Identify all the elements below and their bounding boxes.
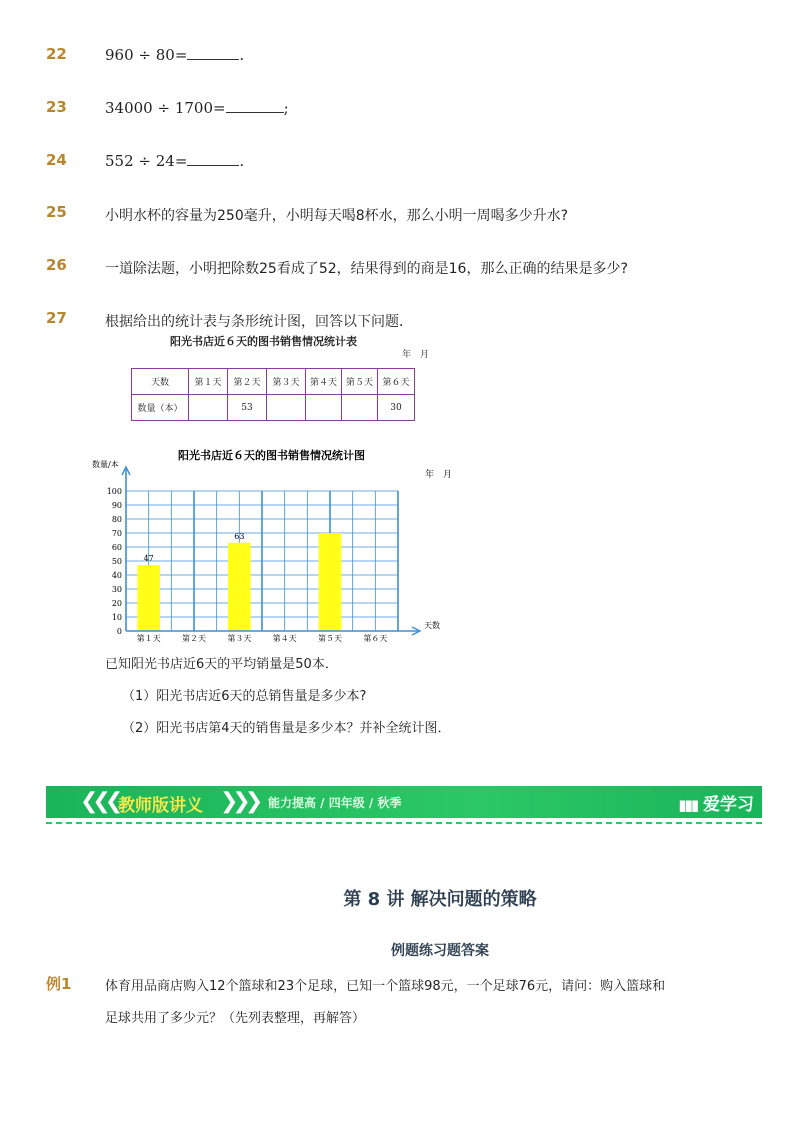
y-tick-label: 30 [111,585,122,594]
double-chevron-left-icon: ❮❮❮ [80,789,118,814]
y-tick-label: 0 [116,627,122,636]
bar-chart [90,445,450,650]
table-cell: 第３天 [267,369,306,395]
answer-blank[interactable] [226,100,284,113]
brand-logo [678,790,754,815]
y-tick-label: 40 [111,571,122,580]
question-expression: 34000 ÷ 1700= [105,99,226,117]
brand-logo-text: 爱学习 [703,795,754,815]
chart-title: 阳光书店近６天的图书销售情况统计图 [178,449,365,462]
x-tick-label: 第６天 [363,634,388,643]
banner-title: 教师版讲义 [118,796,203,816]
x-tick-label: 第２天 [182,634,206,643]
y-tick-label: 80 [111,515,122,524]
known-condition: 已知阳光书店近6天的平均销量是50本． [105,657,338,672]
question-expression: 960 ÷ 80= [105,46,188,64]
x-tick-label: 第４天 [272,634,297,643]
table-cell[interactable] [189,395,228,421]
question-text [105,152,244,170]
x-axis-label: 天数 [424,621,440,630]
bar [319,533,342,631]
example-label: 例1 [46,975,72,993]
bar [137,565,160,631]
question-tail: ; [283,99,289,117]
question-number: 24 [46,151,67,169]
y-tick-label: 50 [111,557,122,566]
question-tail: . [239,46,245,64]
example-text-line: 体育用品商店购入12个篮球和23个足球，已知一个篮球98元，一个足球76元，请问：购入篮球和 [105,979,666,994]
bar-chart-svg [90,445,450,650]
question-text [105,46,244,64]
y-tick-label: 90 [111,501,122,510]
y-tick-label: 70 [111,529,122,538]
y-tick-label: 60 [111,543,122,552]
table-cell: 第２天 [228,369,267,395]
question-number: 26 [46,256,67,274]
x-tick-label: 第３天 [227,634,252,643]
question-text: 小明水杯的容量为250毫升，小明每天喝8杯水，那么小明一周喝多少升水? [105,208,569,224]
table-cell: 第５天 [342,369,378,395]
divider [46,822,762,824]
table-cell: 数量（本） [132,395,189,421]
table-row [132,395,415,421]
data-label: 47 [143,554,154,564]
double-chevron-right-icon: ❯❯❯ [220,789,258,814]
table-cell[interactable] [342,395,378,421]
answers-title: 例题练习题答案 [391,943,489,959]
table-cell[interactable] [306,395,342,421]
stat-table [131,368,415,421]
question-expression: 552 ÷ 24= [105,152,188,170]
y-axis-label: 数量/本 [92,460,119,469]
y-tick-label: 10 [111,613,122,622]
question-number: 27 [46,309,67,327]
sub-question-2: （2）阳光书店第4天的销售量是多少本？并补全统计图． [122,721,451,736]
table-header-row [132,369,415,395]
table-cell: 30 [378,395,415,421]
question-text [105,99,289,117]
x-tick-label: 第１天 [136,634,161,643]
teacher-edition-banner [46,786,762,818]
question-tail: . [239,152,245,170]
x-tick-label: 第５天 [318,634,342,643]
breadcrumb: 能力提高 / 四年级 / 秋季 [268,796,402,810]
chart-year-month: 年 月 [425,470,450,480]
question-number: 22 [46,45,67,63]
question-number: 25 [46,203,67,221]
answer-blank[interactable] [187,153,239,166]
data-label: 63 [234,531,245,541]
table-cell: 第１天 [189,369,228,395]
table-cell[interactable] [267,395,306,421]
bar [228,543,251,631]
sub-question-1: （1）阳光书店近6天的总销售量是多少本? [122,689,367,704]
table-cell: 天数 [132,369,189,395]
question-number: 23 [46,98,67,116]
table-cell: 第４天 [306,369,342,395]
lecture-title: 第 8 讲 解决问题的策略 [343,889,537,910]
table-cell: 第６天 [378,369,415,395]
book-stripes-icon: ▮▮▮ [678,796,698,814]
example-text-line: 足球共用了多少元？（先列表整理，再解答） [105,1011,366,1026]
stat-table-title: 阳光书店近６天的图书销售情况统计表 [170,335,357,348]
y-tick-label: 100 [106,487,122,496]
answer-blank[interactable] [187,47,239,60]
y-tick-label: 20 [111,599,122,608]
question-text: 一道除法题，小明把除数25看成了52，结果得到的商是16，那么正确的结果是多少? [105,261,628,277]
table-cell: 53 [228,395,267,421]
question-text: 根据给出的统计表与条形统计图，回答以下问题． [105,314,413,330]
stat-table-year-month: 年 月 [402,350,430,360]
